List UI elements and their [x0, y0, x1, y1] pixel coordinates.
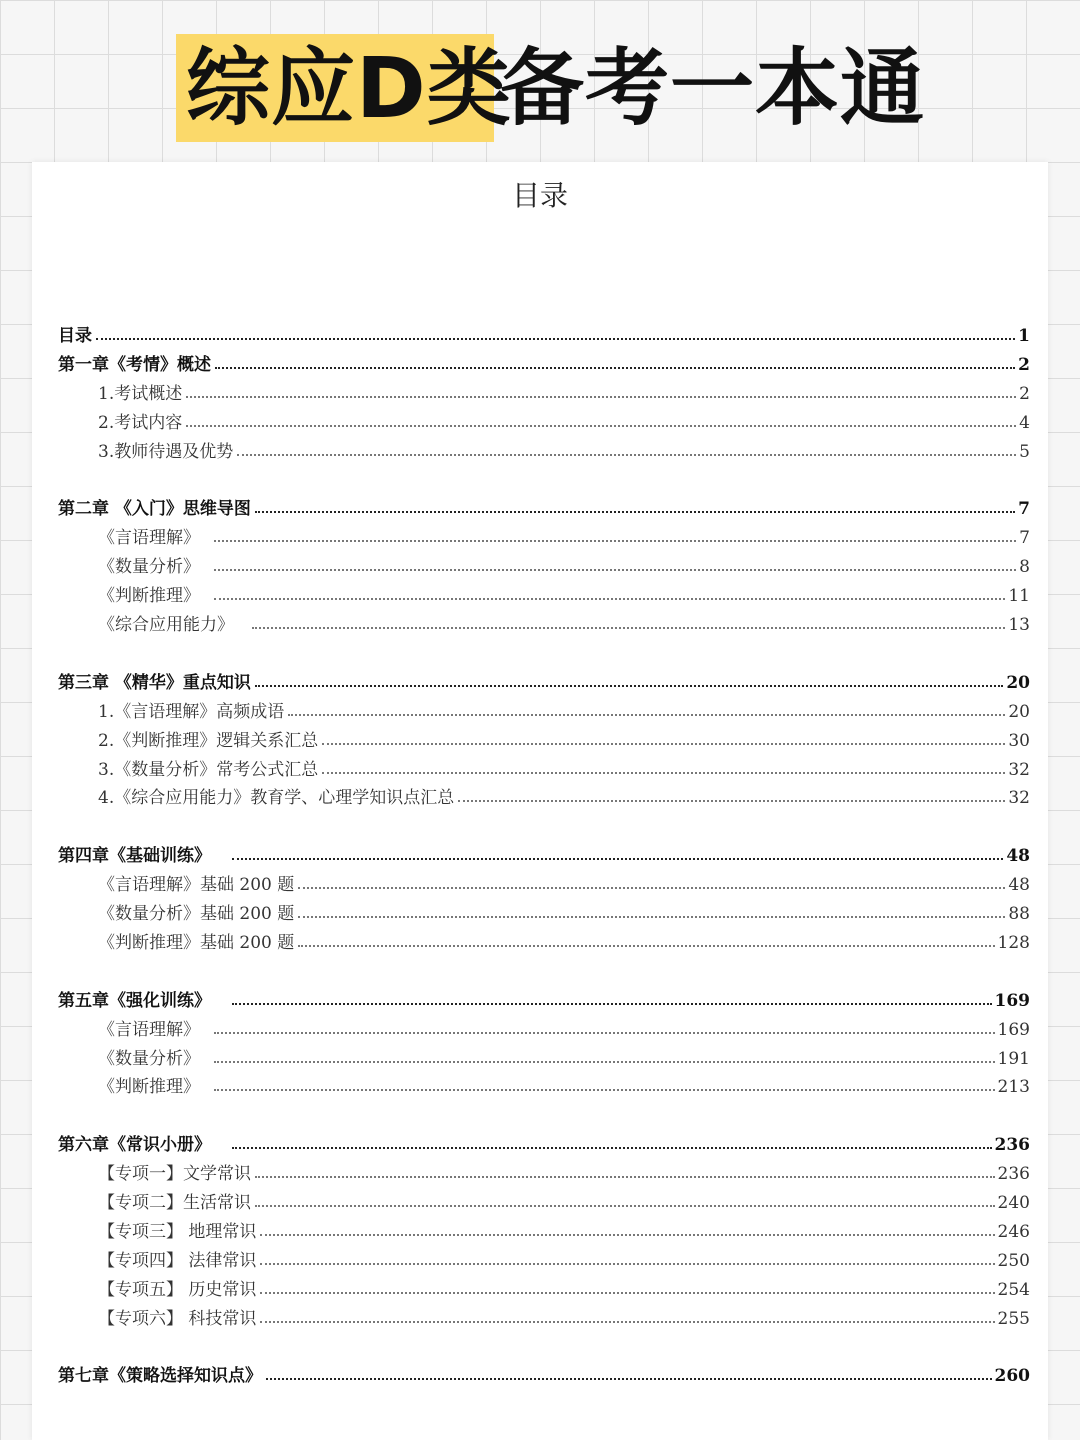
toc-page-number: 169: [994, 990, 1030, 1011]
toc-page-number: 236: [997, 1164, 1030, 1185]
toc-chapter-row[interactable]: [58, 667, 1030, 693]
toc-entry-label: 《言语理解》: [98, 1019, 200, 1040]
toc-leader-dots: [186, 425, 1016, 427]
toc-entry-label: 《数量分析》: [98, 557, 200, 578]
title-highlight-text: 综应D类: [186, 39, 512, 137]
toc-entry-row[interactable]: [58, 1158, 1030, 1184]
toc-leader-dots: [288, 714, 1005, 716]
toc-entry-row[interactable]: [58, 1043, 1030, 1069]
toc-page-number: 236: [994, 1135, 1030, 1156]
toc-entry-label: 《判断推理》基础 200 题: [98, 932, 295, 953]
toc-page-number: 88: [1008, 904, 1030, 924]
toc-page-number: 20: [1006, 672, 1030, 693]
toc-leader-dots: [298, 887, 1005, 889]
toc-entry-label: 目录: [58, 326, 92, 346]
toc-entry-label: 第三章 《精华》重点知识: [58, 672, 251, 693]
toc-leader-dots: [255, 1176, 995, 1178]
toc-entry-row[interactable]: [58, 1245, 1030, 1271]
toc-page-number: 32: [1008, 759, 1030, 780]
toc-page-number: 11: [1008, 586, 1030, 607]
toc-leader-dots: [214, 569, 1016, 571]
toc-leader-dots: [96, 338, 1015, 340]
toc-leader-dots: [260, 1234, 994, 1236]
toc-page-number: 2: [1018, 354, 1030, 375]
toc-leader-dots: [298, 916, 1005, 918]
toc-entry-label: 3.《数量分析》常考公式汇总: [98, 759, 319, 780]
toc-entry-label: 第七章《策略选择知识点》: [58, 1366, 262, 1387]
toc-entry-label: 2.考试内容: [98, 412, 183, 433]
toc-leader-dots: [214, 598, 1005, 600]
toc-chapter-row[interactable]: [58, 985, 1030, 1011]
toc-page-number: 32: [1008, 788, 1030, 809]
toc-page-number: 128: [997, 932, 1030, 953]
toc-entry-row[interactable]: [58, 609, 1030, 635]
toc-page-number: 7: [1019, 528, 1030, 549]
toc-leader-dots: [260, 1263, 994, 1265]
toc-page-number: 250: [997, 1250, 1030, 1271]
toc-entry-label: 【专项三】 地理常识: [98, 1221, 257, 1242]
toc-page-number: 13: [1008, 615, 1030, 635]
toc-leader-dots: [298, 945, 994, 947]
toc-entry-label: 《数量分析》基础 200 题: [98, 904, 295, 924]
toc-page-number: 191: [997, 1048, 1030, 1069]
toc-leader-dots: [260, 1292, 994, 1294]
toc-page-number: 254: [997, 1279, 1030, 1300]
toc-leader-dots: [260, 1321, 994, 1323]
toc-page-number: 7: [1018, 499, 1030, 520]
toc-leader-dots: [322, 772, 1005, 774]
toc-page-number: 213: [997, 1077, 1030, 1098]
toc-leader-dots: [237, 454, 1016, 456]
toc-entry-row[interactable]: [58, 898, 1030, 924]
document-page: [32, 162, 1048, 1440]
toc-entry-label: 4.《综合应用能力》教育学、心理学知识点汇总: [98, 788, 455, 809]
toc-entry-label: 《言语理解》: [98, 528, 200, 549]
toc-chapter-row[interactable]: [58, 1360, 1030, 1386]
toc-entry-label: 第六章《常识小册》: [58, 1135, 211, 1156]
toc-entry-row[interactable]: [58, 580, 1030, 606]
toc-entry-label: 《判断推理》: [98, 1077, 200, 1098]
toc-page-number: 30: [1008, 730, 1030, 751]
toc-entry-label: 【专项一】文学常识: [98, 1164, 251, 1185]
toc-entry-label: 2.《判断推理》逻辑关系汇总: [98, 730, 319, 751]
toc-page-number: 20: [1008, 701, 1030, 722]
toc-chapter-row[interactable]: [58, 320, 1030, 346]
toc-entry-label: 第四章《基础训练》: [58, 846, 211, 867]
toc-leader-dots: [255, 685, 1003, 687]
toc-entry-row[interactable]: [58, 927, 1030, 953]
toc-entry-label: 3.教师待遇及优势: [98, 441, 234, 462]
toc-entry-row[interactable]: [58, 782, 1030, 808]
toc-chapter-row[interactable]: [58, 1129, 1030, 1155]
title-rest-text: 备考一本通: [500, 39, 926, 137]
toc-leader-dots: [252, 627, 1005, 629]
toc-entry-row[interactable]: [58, 407, 1030, 433]
toc-leader-dots: [322, 743, 1005, 745]
toc-leader-dots: [266, 1378, 992, 1380]
toc-entry-row[interactable]: [58, 696, 1030, 722]
toc-entry-row[interactable]: [58, 378, 1030, 404]
toc-entry-row[interactable]: [58, 869, 1030, 895]
toc-entry-label: 1.《言语理解》高频成语: [98, 701, 285, 722]
toc-entry-label: 《数量分析》: [98, 1048, 200, 1069]
toc-entry-label: 【专项六】 科技常识: [98, 1308, 257, 1329]
toc-entry-label: 第一章《考情》概述: [58, 354, 211, 375]
toc-entry-row[interactable]: [58, 522, 1030, 548]
toc-leader-dots: [232, 858, 1003, 860]
toc-entry-label: 第二章 《入门》思维导图: [58, 499, 251, 520]
document-heading: 目录: [511, 179, 568, 212]
toc-leader-dots: [214, 1089, 995, 1091]
toc-chapter-row[interactable]: [58, 493, 1030, 519]
toc-page-number: 246: [997, 1221, 1030, 1242]
toc-leader-dots: [214, 1032, 995, 1034]
toc-entry-row[interactable]: [58, 1187, 1030, 1213]
toc-page-number: 255: [997, 1308, 1030, 1329]
toc-entry-label: 【专项四】 法律常识: [98, 1250, 257, 1271]
toc-page-number: 2: [1019, 383, 1030, 404]
toc-entry-row[interactable]: [58, 1071, 1030, 1097]
toc-entry-label: 【专项五】 历史常识: [98, 1279, 257, 1300]
toc-leader-dots: [458, 800, 1005, 802]
toc-entry-label: 《综合应用能力》: [98, 615, 234, 635]
toc-page-number: 4: [1019, 412, 1030, 433]
toc-entry-label: 《判断推理》: [98, 586, 200, 607]
toc-entry-row[interactable]: [58, 1274, 1030, 1300]
toc-page-number: 240: [997, 1193, 1030, 1213]
toc-leader-dots: [255, 1205, 995, 1207]
toc-entry-row[interactable]: [58, 436, 1030, 462]
toc-entry-label: 1.考试概述: [98, 383, 183, 404]
toc-entry-row[interactable]: [58, 551, 1030, 577]
banner-title: [0, 32, 1080, 142]
toc-entry-label: 第五章《强化训练》: [58, 990, 211, 1011]
toc-entry-row[interactable]: [58, 1216, 1030, 1242]
toc-entry-row[interactable]: [58, 1303, 1030, 1329]
toc-page-number: 169: [997, 1019, 1030, 1040]
toc-page-number: 8: [1019, 557, 1030, 578]
toc-chapter-row[interactable]: [58, 349, 1030, 375]
toc-entry-row[interactable]: [58, 725, 1030, 751]
toc-page-number: 1: [1018, 326, 1030, 346]
toc-leader-dots: [232, 1147, 992, 1149]
toc-page-number: 48: [1008, 875, 1030, 896]
toc-entry-row[interactable]: [58, 1014, 1030, 1040]
toc-entry-label: 【专项二】生活常识: [98, 1193, 251, 1213]
toc-leader-dots: [186, 396, 1016, 398]
toc-page-number: 5: [1019, 441, 1030, 462]
toc-chapter-row[interactable]: [58, 840, 1030, 866]
toc-page-number: 48: [1006, 846, 1030, 867]
toc-leader-dots: [214, 540, 1016, 542]
toc-page-number: 260: [994, 1366, 1030, 1387]
toc-leader-dots: [214, 1061, 995, 1063]
toc-entry-row[interactable]: [58, 754, 1030, 780]
toc-entry-label: 《言语理解》基础 200 题: [98, 875, 295, 896]
toc-leader-dots: [232, 1003, 992, 1005]
toc-leader-dots: [255, 511, 1015, 513]
toc-leader-dots: [215, 367, 1015, 369]
